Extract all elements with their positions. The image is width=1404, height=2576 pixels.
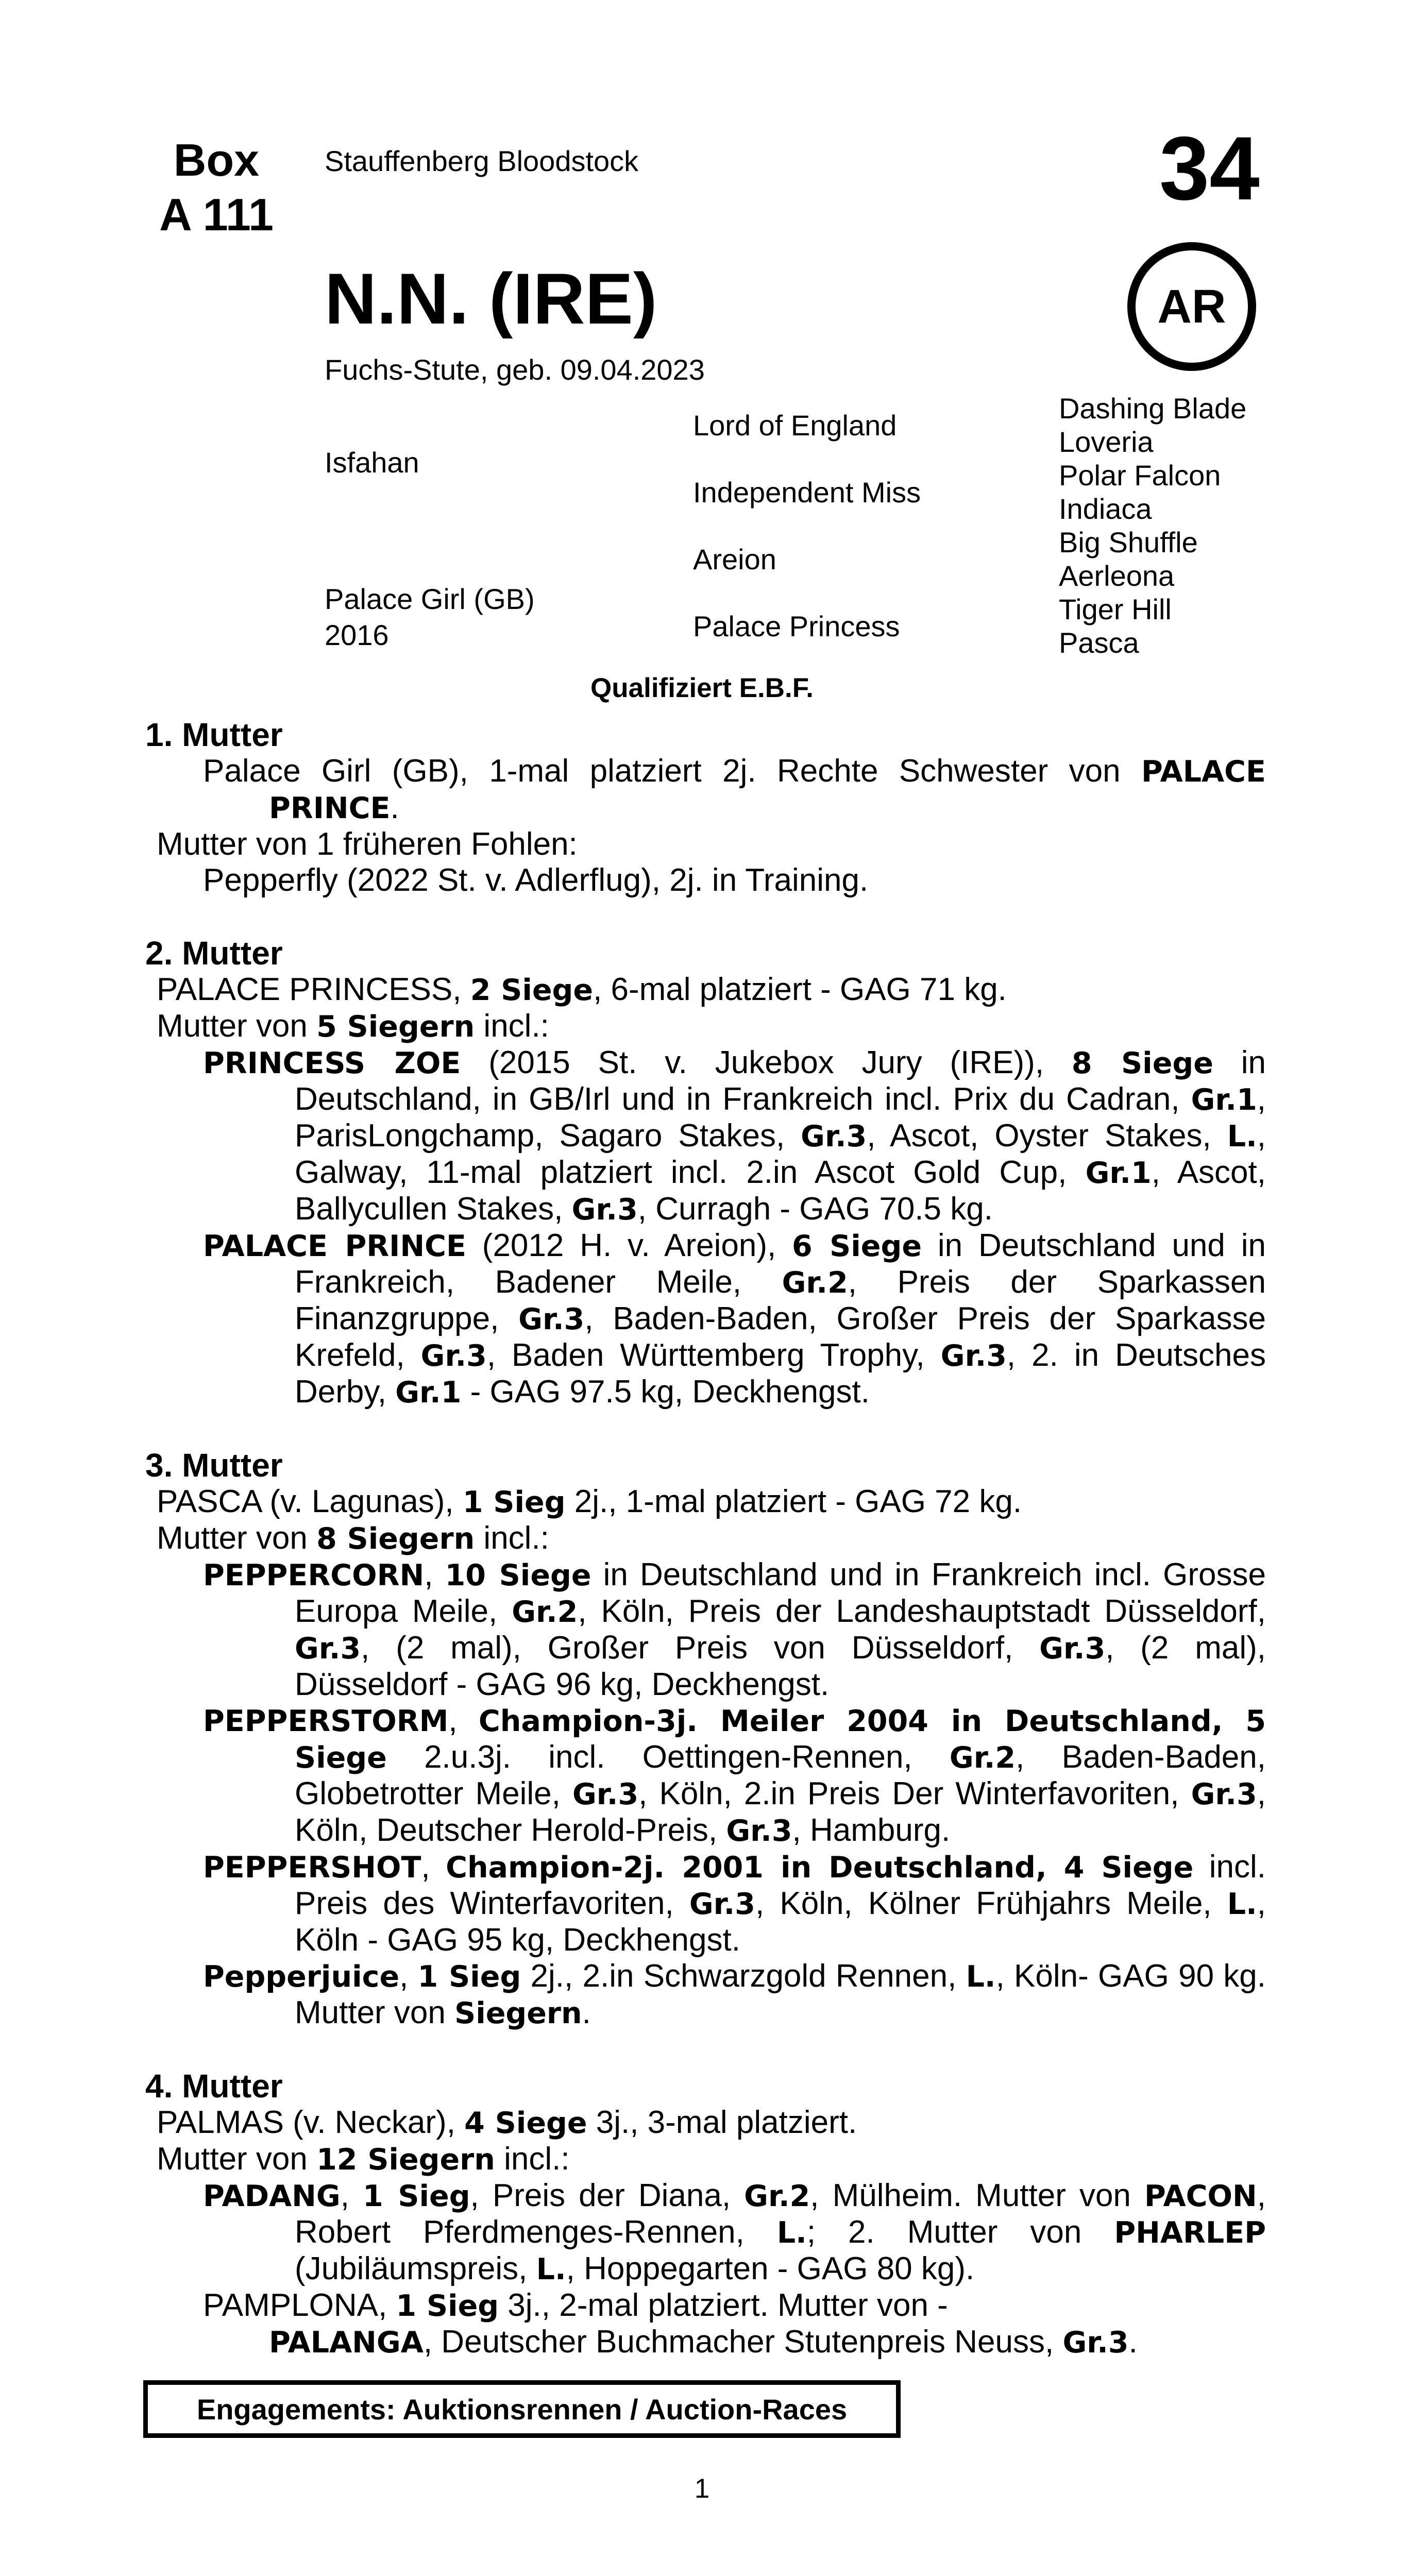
text-fragment: , Mülheim. Mutter von — [810, 2178, 1144, 2213]
bold-fragment: Gr.2 — [949, 1741, 1016, 1775]
engagements-text: Engagements: Auktionsrennen / Auction-Races — [196, 2393, 848, 2426]
text-fragment: Mutter von — [157, 2141, 317, 2177]
text-fragment: , Galway, 11-mal platziert incl. 2.in Ascot Gold Cup, — [295, 1118, 1266, 1190]
first-dam-produce-item: Pepperfly (2022 St. v. Adlerflug), 2j. in Training. — [203, 862, 869, 898]
box-label — [149, 133, 283, 242]
bold-fragment: L. — [1227, 1887, 1257, 1921]
pedigree-gen3-6: Aerleona — [1059, 560, 1175, 592]
text-fragment: , Köln- GAG 90 kg. Mutter von — [295, 1958, 1266, 2030]
bold-fragment: Gr.3 — [518, 1302, 585, 1336]
pedigree-gen3-4: Indiaca — [1059, 493, 1152, 525]
bold-fragment: Gr.3 — [295, 1632, 361, 1666]
text-fragment: , — [424, 1557, 445, 1592]
first-dam-heading: 1. Mutter — [145, 716, 283, 753]
bold-fragment: Pepperjuice — [203, 1960, 400, 1994]
bold-fragment: Gr.2 — [512, 1595, 578, 1629]
bold-fragment: Gr.3 — [572, 1777, 639, 1811]
pedigree-sire-dam: Independent Miss — [693, 476, 921, 509]
text-fragment: , — [421, 1849, 446, 1885]
bold-fragment: PEPPERSHOT — [203, 1851, 421, 1885]
produce-palace-prince — [145, 1228, 1266, 1411]
pedigree-dam-sire: Areion — [693, 543, 776, 575]
bold-fragment: Gr.2 — [782, 1266, 848, 1300]
text-fragment: , Köln, Kölner Frühjahrs Meile, — [755, 1886, 1227, 1921]
bold-fragment: L. — [776, 2216, 807, 2250]
bold-fragment: PALANGA — [269, 2326, 424, 2360]
bold-fragment: L. — [536, 2252, 566, 2286]
produce-pepperjuice — [145, 1958, 1266, 2031]
dam-line-text — [145, 716, 1266, 2397]
bold-fragment: Gr.3 — [1062, 2326, 1129, 2360]
text-fragment: ; 2. Mutter von — [806, 2214, 1114, 2250]
bold-fragment: Gr.2 — [744, 2179, 810, 2213]
bold-fragment: Gr.1 — [1085, 1156, 1152, 1190]
text-fragment: , — [340, 2178, 363, 2213]
text-fragment: in Deutschland und in Frankreich incl. Grosse Europa Meile, — [295, 1557, 1266, 1629]
text-fragment: , (2 mal), Großer Preis von Düsseldorf, — [361, 1630, 1040, 1666]
box-number: A 111 — [159, 189, 274, 240]
third-dam-entry — [145, 1484, 1266, 1520]
bold-fragment: 6 Siege — [792, 1229, 922, 1263]
first-dam-entry — [145, 753, 1266, 826]
produce-pepperstorm — [145, 1703, 1266, 1849]
produce-intro-text: Mutter von — [157, 1008, 317, 1044]
pedigree-dam-year: 2016 — [325, 619, 389, 651]
text-fragment: , 2. in Deutsches Derby, — [295, 1337, 1266, 1410]
bold-fragment: Gr.3 — [1039, 1632, 1106, 1666]
bold-fragment: PACON — [1144, 2179, 1257, 2213]
text-fragment: , Ascot, Ballycullen Stakes, — [295, 1155, 1266, 1227]
horse-description: Fuchs-Stute, geb. 09.04.2023 — [325, 353, 705, 386]
text-fragment: , ParisLongchamp, Sagaro Stakes, — [295, 1081, 1266, 1154]
bold-fragment: PEPPERSTORM — [203, 1704, 449, 1738]
text-fragment: PALMAS (v. Neckar), — [157, 2105, 465, 2140]
bold-fragment: PADANG — [203, 2179, 341, 2213]
bold-fragment: 12 Siegern — [316, 2143, 495, 2177]
bold-fragment: 8 Siege — [1071, 1046, 1213, 1080]
text-fragment: 2j., 2.in Schwarzgold Rennen, — [521, 1958, 966, 1994]
produce-palanga — [145, 2324, 1266, 2361]
third-dam-heading: 3. Mutter — [145, 1447, 283, 1484]
bold-fragment: L. — [1227, 1120, 1257, 1154]
second-dam-section — [145, 935, 1266, 1411]
first-dam-text: Palace Girl (GB), 1-mal platziert 2j. Rechte Schwester von — [203, 753, 1141, 789]
text-fragment: , Köln - GAG 95 kg, Deckhengst. — [295, 1886, 1266, 1958]
bold-fragment: PALACE PRINCE — [203, 1229, 466, 1263]
text-fragment: , Baden-Baden, Globetrotter Meile, — [295, 1739, 1266, 1811]
text-fragment: - GAG 97.5 kg, Deckhengst. — [461, 1374, 870, 1410]
text-fragment: , Köln, Preis der Landeshauptstadt Düsseldorf, — [578, 1594, 1266, 1629]
bold-fragment: PEPPERCORN — [203, 1558, 425, 1592]
first-dam-end: . — [390, 790, 399, 825]
second-dam-rest: , 6-mal platziert - GAG 71 kg. — [593, 972, 1007, 1007]
third-dam-produce-intro — [145, 1520, 1266, 1557]
text-fragment: , Baden Württemberg Trophy, — [486, 1337, 941, 1373]
first-dam-section — [145, 716, 1266, 899]
box-line-1: Box — [173, 134, 260, 185]
pedigree-gen3-2: Loveria — [1059, 426, 1154, 458]
bold-fragment: Gr.3 — [1191, 1777, 1257, 1811]
page-number: 1 — [694, 2473, 710, 2504]
bold-fragment: L. — [966, 1960, 996, 1994]
second-dam-heading: 2. Mutter — [145, 935, 283, 972]
horse-name: N.N. (IRE) — [325, 258, 657, 339]
pedigree-dam: Palace Girl (GB) — [325, 583, 535, 615]
pedigree-sire-sire: Lord of England — [693, 409, 897, 442]
qualification-note: Qualifiziert E.B.F. — [590, 673, 814, 703]
text-fragment: , Curragh - GAG 70.5 kg. — [637, 1191, 993, 1227]
text-fragment: (Jubiläumspreis, — [295, 2251, 536, 2286]
text-fragment: . — [582, 1995, 591, 2030]
bold-fragment: 1 Sieg — [363, 2179, 470, 2213]
bold-fragment: PHARLEP — [1114, 2216, 1266, 2250]
bold-fragment: Gr.3 — [689, 1887, 755, 1921]
first-dam-produce-intro: Mutter von 1 früheren Fohlen: — [157, 826, 578, 862]
produce-princess-zoe — [145, 1045, 1266, 1228]
second-dam-entry — [145, 972, 1266, 1008]
ar-badge-text: AR — [1157, 280, 1226, 333]
ar-badge — [1127, 242, 1256, 371]
text-fragment: , — [399, 1958, 418, 1994]
third-dam-section — [145, 1447, 1266, 2031]
text-fragment: PASCA (v. Lagunas), — [157, 1484, 463, 1519]
text-fragment: , Baden-Baden, Großer Preis der Sparkasse Krefeld, — [295, 1301, 1266, 1373]
produce-peppercorn — [145, 1557, 1266, 1703]
text-fragment: 3j., 2-mal platziert. Mutter von - — [499, 2287, 948, 2323]
text-fragment: (2015 St. v. Jukebox Jury (IRE)), — [461, 1045, 1072, 1080]
bold-fragment: Gr.3 — [571, 1193, 638, 1227]
text-fragment: incl.: — [475, 1520, 549, 1556]
first-dam-sibling: PALACE PRINCE — [269, 755, 1266, 825]
second-dam-wins: 2 Siege — [470, 973, 594, 1007]
text-fragment: , Deutscher Buchmacher Stutenpreis Neuss, — [423, 2324, 1063, 2360]
text-fragment: . — [1128, 2324, 1138, 2360]
second-dam-produce-intro — [145, 1008, 1266, 1045]
bold-fragment: Siegern — [454, 1996, 582, 2030]
produce-pamplona — [145, 2287, 1266, 2324]
text-fragment: 2j., 1-mal platziert - GAG 72 kg. — [565, 1484, 1022, 1519]
lot-number: 34 — [1159, 118, 1260, 219]
text-fragment: PAMPLONA, — [203, 2287, 396, 2323]
bold-fragment: Gr.1 — [395, 1376, 462, 1410]
text-fragment: , Hamburg. — [792, 1812, 951, 1848]
text-fragment: in Deutschland und in Frankreich, Badener Meile, — [295, 1228, 1266, 1300]
text-fragment: , Preis der Sparkassen Finanzgruppe, — [295, 1264, 1266, 1336]
text-fragment: , Preis der Diana, — [470, 2178, 745, 2213]
text-fragment: , Köln, 2.in Preis Der Winterfavoriten, — [638, 1776, 1191, 1811]
bold-fragment: 4 Siege — [464, 2106, 587, 2140]
bold-fragment: 1 Sieg — [462, 1485, 566, 1519]
bold-fragment: PRINCESS ZOE — [203, 1046, 461, 1080]
produce-winners: 5 Siegern — [316, 1010, 475, 1044]
text-fragment: (2012 H. v. Areion), — [466, 1228, 792, 1263]
text-fragment: , Hoppegarten - GAG 80 kg). — [566, 2251, 975, 2286]
pedigree-gen3-1: Dashing Blade — [1059, 392, 1247, 425]
text-fragment: , Robert Pferdmenges-Rennen, — [295, 2178, 1266, 2250]
text-fragment: Mutter von — [157, 1520, 317, 1556]
text-fragment: , Köln, Deutscher Herold-Preis, — [295, 1776, 1266, 1848]
text-fragment: incl.: — [495, 2141, 570, 2177]
text-fragment: in Deutschland, in GB/Irl und in Frankreich incl. Prix du Cadran, — [295, 1045, 1266, 1117]
produce-intro-end: incl.: — [475, 1008, 549, 1044]
bold-fragment: 1 Sieg — [396, 2289, 499, 2323]
text-fragment: , Ascot, Oyster Stakes, — [867, 1118, 1227, 1154]
bold-fragment: 8 Siegern — [316, 1522, 475, 1556]
bold-fragment: Champion-3j. Meiler 2004 in Deutschland, 5 Siege — [295, 1704, 1266, 1775]
text-fragment: 2.u.3j. incl. Oettingen-Rennen, — [386, 1739, 950, 1775]
text-fragment: incl. Preis des Winterfavoriten, — [295, 1849, 1266, 1921]
text-fragment: , — [448, 1703, 479, 1738]
pedigree-gen3-8: Pasca — [1059, 626, 1139, 659]
fourth-dam-section — [145, 2067, 1266, 2361]
bold-fragment: Gr.3 — [940, 1339, 1007, 1373]
produce-peppershot — [145, 1849, 1266, 1958]
pedigree-sire: Isfahan — [325, 446, 419, 479]
bold-fragment: Gr.1 — [1191, 1083, 1257, 1117]
second-dam-name: PALACE PRINCESS, — [157, 972, 470, 1007]
text-fragment: , (2 mal), Düsseldorf - GAG 96 kg, Deckhengst. — [295, 1630, 1266, 1702]
bold-fragment: Gr.3 — [801, 1120, 867, 1154]
seller-name: Stauffenberg Bloodstock — [325, 145, 639, 177]
fourth-dam-heading: 4. Mutter — [145, 2067, 283, 2105]
bold-fragment: 1 Sieg — [417, 1960, 521, 1994]
pedigree-gen3-3: Polar Falcon — [1059, 459, 1221, 492]
fourth-dam-produce-intro — [145, 2141, 1266, 2178]
bold-fragment: Gr.3 — [726, 1814, 792, 1848]
text-fragment: 3j., 3-mal platziert. — [587, 2105, 857, 2140]
pedigree-dam-dam: Palace Princess — [693, 610, 900, 642]
pedigree-gen3-7: Tiger Hill — [1059, 593, 1172, 625]
produce-padang — [145, 2178, 1266, 2287]
bold-fragment: 10 Siege — [445, 1558, 591, 1592]
bold-fragment: Gr.3 — [420, 1339, 487, 1373]
pedigree-gen3-5: Big Shuffle — [1059, 526, 1198, 558]
bold-fragment: Champion-2j. 2001 in Deutschland, 4 Siege — [446, 1851, 1194, 1885]
engagements-box — [143, 2380, 901, 2438]
fourth-dam-entry — [145, 2105, 1266, 2141]
